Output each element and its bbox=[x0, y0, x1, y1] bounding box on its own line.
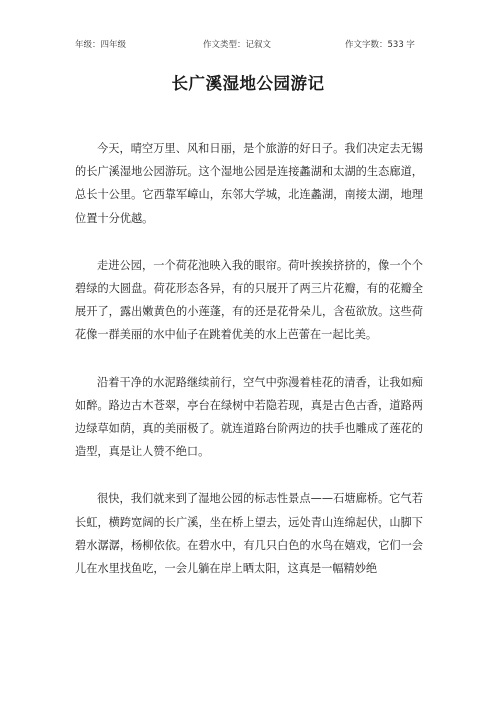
document-meta-header bbox=[0, 38, 496, 52]
word-count-label: 作文字数：533 字 bbox=[345, 40, 415, 50]
paragraph-3: 沿着干净的水泥路继续前行，空气中弥漫着桂花的清香，让我如痴如醉。路边古木苍翠，亭台在绿树中若隐若现，真是古色古香，道路两边绿草如荫，真的美丽极了。就连道路台阶两边的扶手也雕成了莲花的造型，真是让人赞不绝口。 bbox=[75, 375, 423, 459]
paragraph-2: 走进公园，一个荷花池映入我的眼帘。荷叶挨挨挤挤的，像一个个碧绿的大圆盘。荷花形态各异，有的只展开了两三片花瓣，有的花瓣全展开了，露出嫩黄色的小莲蓬，有的还是花骨朵儿，含苞欲放。这些荷花像一群美丽的水中仙子在跳着优美的水上芭蕾在一起比美。 bbox=[75, 258, 423, 342]
paragraph-4: 很快，我们就来到了湿地公园的标志性景点——石塘廊桥。它气若长虹，横跨宽阔的长广溪，坐在桥上望去，远处青山连绵起伏，山脚下碧水潺潺，杨柳依依。在碧水中，有几只白色的水鸟在嬉戏，它们一会儿在水里找鱼吃，一会儿躺在岸上晒太阳，这真是一幅精妙绝 bbox=[75, 492, 423, 576]
paragraph-1: 今天，晴空万里、风和日丽，是个旅游的好日子。我们决定去无锡的长广溪湿地公园游玩。这个湿地公园是连接蠡湖和太湖的生态廊道，总长十公里。它西靠军嶂山，东邻大学城，北连蠡湖，南接太湖，地理位置十分优越。 bbox=[75, 142, 423, 225]
grade-label: 年级：四年级 bbox=[75, 40, 127, 50]
essay-title: 长广溪湿地公园游记 bbox=[171, 74, 325, 93]
essay-body bbox=[75, 137, 423, 604]
essay-type-label: 作文类型：记叙文 bbox=[203, 40, 272, 50]
